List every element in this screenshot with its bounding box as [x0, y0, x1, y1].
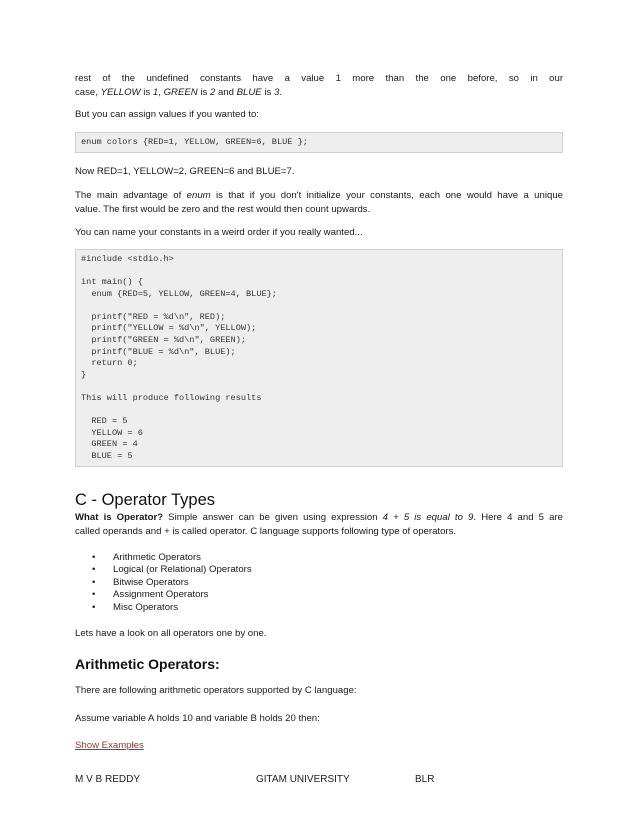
one-em: 1 [152, 86, 159, 98]
operator-definition-line-2: called operands and + is called operator. C language supports following type of operators. [75, 526, 457, 538]
text: and [215, 86, 237, 98]
code-line: enum {RED=5, YELLOW, GREEN=4, BLUE}; [81, 288, 277, 299]
operator-type-label: Bitwise Operators [113, 576, 189, 588]
code-line: #include <stdio.h> [81, 253, 174, 264]
operator-definition-line-1 [75, 511, 563, 525]
intro-word: our [549, 73, 564, 84]
code-line: return 0; [81, 358, 138, 369]
operator-type-item [75, 564, 563, 577]
what-is-operator-bold: What is Operator? [75, 512, 164, 524]
expression-em: 4 + 5 is equal to 9 [382, 512, 474, 524]
assume-paragraph: Assume variable A holds 10 and variable B holds 20 then: [75, 712, 320, 724]
code-line: printf("YELLOW = %d\n", YELLOW); [81, 323, 257, 334]
intro-word: have [252, 73, 274, 84]
green-em: GREEN [163, 86, 198, 98]
code-line: printf("RED = %d\n", RED); [81, 311, 226, 322]
now-paragraph: Now RED=1, YELLOW=2, GREEN=6 and BLUE=7. [75, 166, 295, 178]
intro-word: one [440, 73, 457, 84]
intro-word: in [530, 73, 538, 84]
bullet-icon: • [92, 551, 96, 563]
code-line: RED = 5 [81, 416, 128, 427]
operator-type-label: Arithmetic Operators [113, 551, 201, 563]
bullet-icon: • [92, 589, 96, 601]
advantage-paragraph-line-2: value. The first would be zero and the rest would then count upwards. [75, 203, 371, 215]
operator-type-label: Misc Operators [113, 602, 179, 613]
section-heading-arithmetic: Arithmetic Operators: [75, 656, 220, 673]
assign-paragraph: But you can assign values if you wanted to: [75, 109, 259, 121]
code-line: enum colors {RED=1, YELLOW, GREEN=6, BLUE }; [81, 136, 308, 147]
code-line: BLUE = 5 [81, 450, 133, 461]
operator-type-item [75, 602, 563, 615]
bullet-icon: • [92, 576, 96, 588]
intro-word: before, [467, 73, 498, 84]
section-heading-operator-types: C - Operator Types [75, 491, 216, 510]
show-examples-row [75, 739, 563, 753]
intro-word: more [352, 73, 375, 84]
intro-word: a [284, 73, 290, 84]
code-line: This will produce following results [81, 392, 262, 403]
text: The main advantage of [75, 189, 187, 201]
intro-word: value [301, 73, 325, 84]
document-page [75, 72, 563, 753]
text: . [279, 86, 282, 98]
code-line [81, 381, 557, 393]
intro-word: than [385, 73, 405, 84]
intro-word: rest [75, 73, 91, 84]
three-em: 3 [273, 86, 280, 98]
page-footer [75, 774, 563, 788]
intro-word: 1 [335, 73, 341, 84]
blue-em: BLUE [236, 86, 262, 98]
text: is [140, 86, 153, 98]
text: is [197, 86, 210, 98]
code-block-main [75, 249, 563, 468]
advantage-paragraph-line-1 [75, 189, 563, 203]
intro-line-2 [75, 86, 563, 100]
operator-type-list [75, 552, 563, 615]
intro-word: so [508, 73, 519, 84]
two-em: 2 [209, 86, 216, 98]
code-line: GREEN = 4 [81, 439, 138, 450]
enum-em: enum [186, 189, 211, 201]
code-line [81, 404, 557, 416]
operator-type-label: Assignment Operators [113, 589, 209, 601]
code-line [81, 300, 557, 312]
intro-word: the [121, 73, 136, 84]
footer-location: BLR [415, 774, 435, 785]
text: . Here 4 and 5 are [473, 512, 563, 524]
text: , [158, 86, 164, 98]
text: is [261, 86, 274, 98]
operator-type-item [75, 589, 563, 602]
operator-type-item [75, 552, 563, 565]
text: Simple answer can be given using expression [163, 512, 383, 524]
operator-type-label: Logical (or Relational) Operators [113, 564, 252, 576]
one-by-one-paragraph: Lets have a look on all operators one by one. [75, 627, 267, 639]
show-examples-link[interactable]: Show Examples [75, 740, 144, 752]
operator-type-item [75, 577, 563, 590]
intro-line-1 [75, 72, 563, 86]
intro-word: of [102, 73, 111, 84]
text: is that if you don't initialize your constants, each one would have a unique [210, 189, 563, 201]
weird-order-paragraph: You can name your constants in a weird order if you really wanted... [75, 227, 363, 239]
intro-word: undefined [146, 73, 189, 84]
intro-word: constants [199, 73, 242, 84]
intro-word: the [415, 73, 429, 84]
text: case, [75, 86, 101, 98]
code-line: YELLOW = 6 [81, 427, 143, 438]
code-line: } [81, 369, 87, 380]
arithmetic-intro-paragraph: There are following arithmetic operators supported by C language: [75, 685, 357, 697]
footer-author: M V B REDDY [75, 774, 141, 785]
bullet-icon: • [92, 602, 96, 613]
footer-university: GITAM UNIVERSITY [256, 774, 350, 785]
code-line: printf("GREEN = %d\n", GREEN); [81, 334, 247, 345]
code-line: printf("BLUE = %d\n", BLUE); [81, 346, 236, 357]
code-block-enum-colors [75, 132, 563, 154]
code-line: int main() { [81, 276, 143, 287]
bullet-icon: • [92, 564, 96, 576]
code-line [81, 265, 557, 277]
yellow-em: YELLOW [100, 86, 141, 98]
